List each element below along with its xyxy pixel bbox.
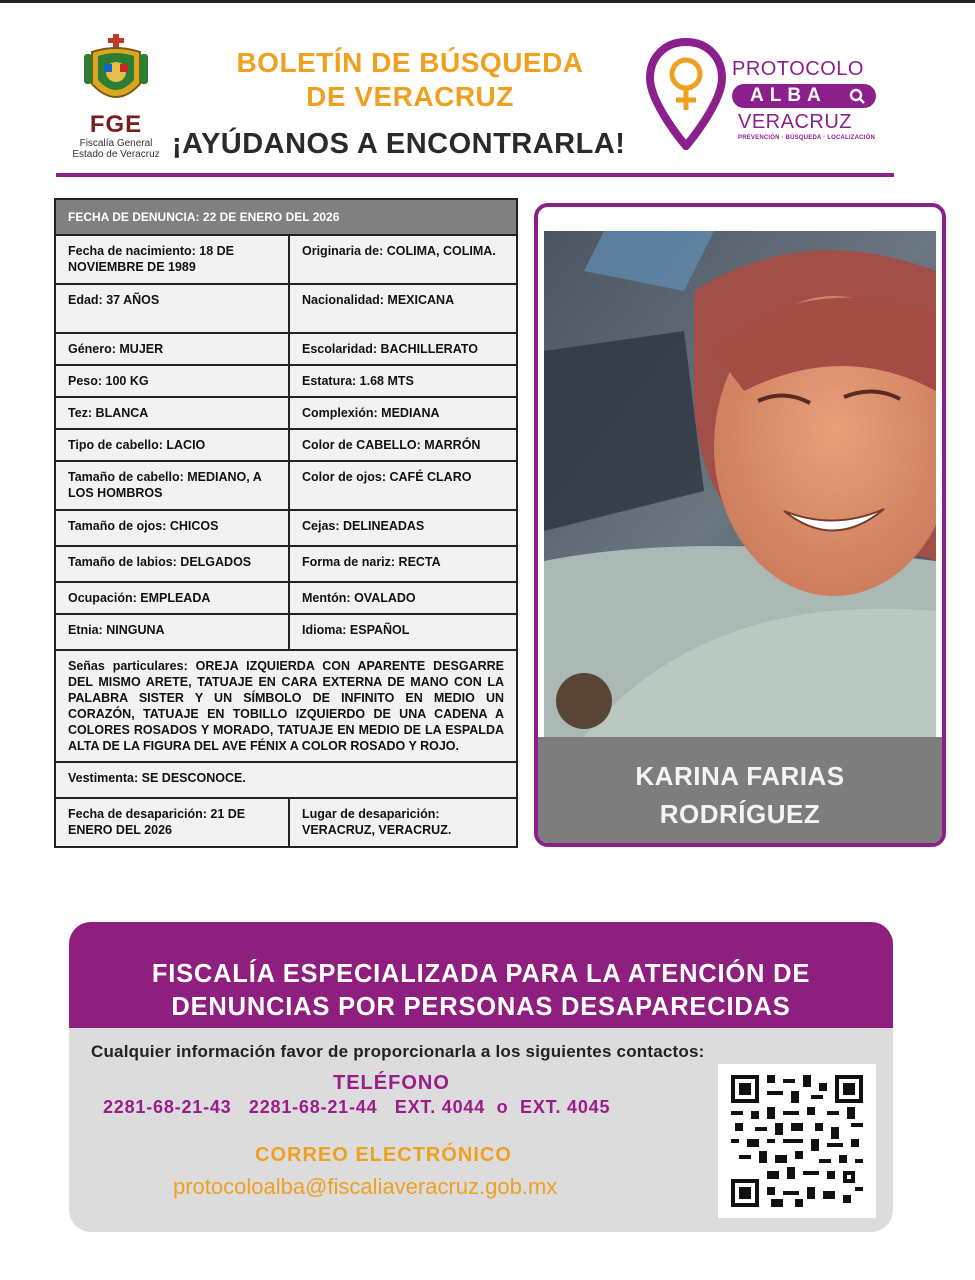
fge-logo <box>66 34 166 162</box>
weight: Peso: 100 KG <box>55 365 289 397</box>
banner-line-1: FISCALÍA ESPECIALIZADA PARA LA ATENCIÓN DE <box>151 960 811 988</box>
nationality: Nacionalidad: MEXICANA <box>289 284 517 333</box>
qr-code[interactable] <box>718 1064 876 1218</box>
eye-size: Tamaño de ojos: CHICOS <box>55 510 289 546</box>
report-date: FECHA DE DENUNCIA: 22 DE ENERO DEL 2026 <box>55 199 517 235</box>
table-row <box>55 650 517 762</box>
language: Idioma: ESPAÑOL <box>289 614 517 650</box>
origin: Originaria de: COLIMA, COLIMA. <box>289 235 517 284</box>
eye-color: Color de ojos: CAFÉ CLARO <box>289 461 517 510</box>
banner-line-2: DENUNCIAS POR PERSONAS DESAPARECIDAS <box>171 993 791 1021</box>
bulletin-title-line-2: DE VERACRUZ <box>306 81 514 112</box>
qr-code-icon <box>731 1074 863 1208</box>
hair-type: Tipo de cabello: LACIO <box>55 429 289 461</box>
ethnicity: Etnia: NINGUNA <box>55 614 289 650</box>
phone-label: TELÉFONO <box>333 1072 450 1094</box>
protocolo-alba-logo <box>646 38 886 150</box>
table-row <box>55 546 517 582</box>
hair-color: Color de CABELLO: MARRÓN <box>289 429 517 461</box>
female-symbol-pin-icon <box>646 38 726 150</box>
contact-intro: Cualquier información favor de proporcionarla a los siguientes contactos: <box>91 1042 705 1061</box>
bulletin-title <box>200 46 620 114</box>
birth-date: Fecha de nacimiento: 18 DE NOVIEMBRE DE 1989 <box>55 235 289 284</box>
skin-tone: Tez: BLANCA <box>55 397 289 429</box>
height: Estatura: 1.68 MTS <box>289 365 517 397</box>
person-details-table <box>54 198 518 848</box>
alba-word-veracruz: VERACRUZ <box>738 111 853 133</box>
table-row <box>55 614 517 650</box>
table-row <box>55 235 517 284</box>
table-row <box>55 762 517 798</box>
person-photo <box>544 231 936 737</box>
table-row <box>55 365 517 397</box>
bulletin-subtitle: ¡AYÚDANOS A ENCONTRARLA! <box>172 128 626 160</box>
age: Edad: 37 AÑOS <box>55 284 289 333</box>
person-name-line-1: KARINA FARIAS <box>635 761 845 791</box>
email-address[interactable]: protocoloalba@fiscaliaveracruz.gob.mx <box>173 1174 558 1199</box>
contact-panel <box>69 1028 893 1232</box>
fge-abbreviation: FGE <box>89 111 143 138</box>
email-label: CORREO ELECTRÓNICO <box>255 1144 512 1166</box>
hair-length: Tamaño de cabello: MEDIANO, A LOS HOMBROS <box>55 461 289 510</box>
disappearance-date: Fecha de desaparición: 21 DE ENERO DEL 2026 <box>55 798 289 847</box>
table-row <box>55 284 517 333</box>
alba-tagline: PREVENCIÓN · BÚSQUEDA · LOCALIZACIÓN <box>738 135 875 141</box>
phone-numbers[interactable]: 2281-68-21-43 2281-68-21-44 EXT. 4044 o EXT. 4045 <box>103 1097 611 1117</box>
table-row <box>55 333 517 365</box>
photo-card <box>534 203 946 847</box>
lip-size: Tamaño de labios: DELGADOS <box>55 546 289 582</box>
eyebrows: Cejas: DELINEADAS <box>289 510 517 546</box>
table-row <box>55 461 517 510</box>
disappearance-place: Lugar de desaparición: VERACRUZ, VERACRUZ. <box>289 798 517 847</box>
alba-word-protocolo: PROTOCOLO <box>732 58 864 80</box>
education: Escolaridad: BACHILLERATO <box>289 333 517 365</box>
bulletin-title-line-1: BOLETÍN DE BÚSQUEDA <box>236 47 584 78</box>
fge-name-line-2: Estado de Veracruz <box>72 149 160 160</box>
search-icon <box>848 87 866 105</box>
top-border <box>0 0 975 3</box>
distinguishing-marks: Señas particulares: OREJA IZQUIERDA CON APARENTE DESGARRE DEL MISMO ARETE, TATUAJE EN CARA EXTERNA DE MANO CON LA PALABRA SISTER Y UN SÍMBOLO DE INFINITO EN MEDIO UN CORAZÓN, TATUAJE EN TOBILLO IZQUIERDO DE UNA CADENA A COLORES ROSADOS Y MORADO, TATUAJE EN MEDIO DE LA ESPALDA ALTA DE LA FIGURA DEL AVE FÉNIX A COLOR ROSADO Y ROJO. <box>55 650 517 762</box>
gender: Género: MUJER <box>55 333 289 365</box>
fge-name-line-1: Fiscalía General <box>79 138 153 149</box>
occupation: Ocupación: EMPLEADA <box>55 582 289 614</box>
alba-word-alba: ALBA <box>750 85 827 106</box>
prosecutor-office-banner <box>69 922 893 1028</box>
header-divider <box>56 173 894 177</box>
table-row <box>55 429 517 461</box>
chin: Mentón: OVALADO <box>289 582 517 614</box>
table-header-row <box>55 199 517 235</box>
table-row <box>55 397 517 429</box>
state-coat-of-arms-icon <box>84 34 148 112</box>
table-row <box>55 582 517 614</box>
table-row <box>55 798 517 847</box>
table-row <box>55 510 517 546</box>
nose-shape: Forma de nariz: RECTA <box>289 546 517 582</box>
person-name-line-2: RODRÍGUEZ <box>659 799 821 829</box>
build: Complexión: MEDIANA <box>289 397 517 429</box>
alba-pill <box>732 84 876 108</box>
person-name <box>538 737 942 843</box>
clothing: Vestimenta: SE DESCONOCE. <box>55 762 517 798</box>
